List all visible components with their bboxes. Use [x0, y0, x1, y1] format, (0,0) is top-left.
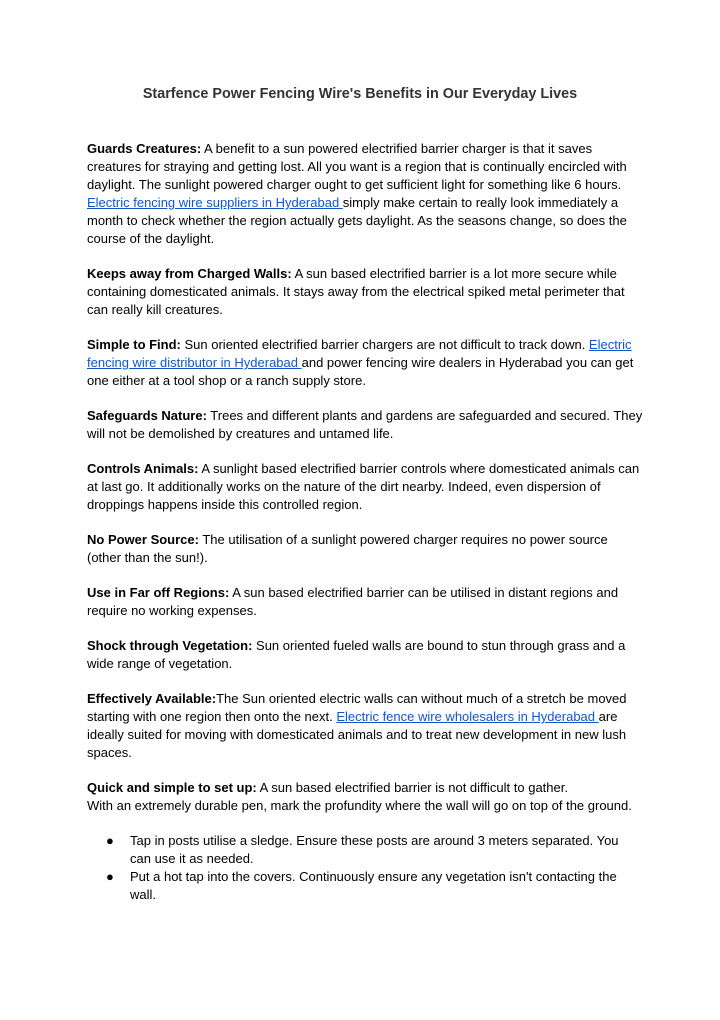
section-text: A benefit to a sun powered electrified barrier charger is that it saves creatures for straying and getting lost. All you want is a region that is continually encircled with daylight. The sunlight powered charger ought to get sufficient light for something like 6 hours. — [87, 141, 627, 192]
section-text: A sun based electrified barrier is a lot more secure while containing domesticated animals. It stays away from the electrical spiked metal perimeter that can really kill creatures. — [87, 266, 625, 317]
list-item-text: Tap in posts utilise a sledge. Ensure these posts are around 3 meters separated. You can use it as needed. — [130, 833, 619, 866]
section-text: The Sun oriented electric walls can without much of a stretch be moved starting with one region then onto the next. — [87, 691, 627, 724]
section-no-power-source — [87, 531, 643, 567]
section-text: A sun based electrified barrier can be utilised in distant regions and require no working expenses. — [87, 585, 619, 618]
section-shock-through-vegetation — [87, 637, 643, 673]
list-item — [87, 832, 643, 868]
section-heading: Shock through Vegetation: — [87, 638, 253, 653]
section-text-continued: are ideally suited for moving with domesticated animals and to treat new development in new lush spaces. — [87, 709, 627, 760]
section-heading: Safeguards Nature: — [87, 408, 207, 423]
section-heading: Controls Animals: — [87, 461, 199, 476]
section-quick-and-simple-to-set-up — [87, 779, 643, 815]
section-simple-to-find — [87, 336, 643, 390]
section-text: Sun oriented electrified barrier chargers are not difficult to track down. — [180, 337, 589, 352]
list-item — [87, 868, 643, 904]
section-text: A sunlight based electrified barrier controls where domesticated animals can at last go. It additionally works on the nature of the dirt nearby. Indeed, even dispersion of droppings happens inside this controlled region. — [87, 461, 640, 512]
list-item-text: Put a hot tap into the covers. Continuously ensure any vegetation isn't contacting the wall. — [130, 869, 617, 902]
section-heading: Quick and simple to set up: — [87, 780, 257, 795]
bullet-icon: ● — [106, 833, 114, 848]
section-keeps-away-from-charged-walls — [87, 265, 643, 319]
section-heading: No Power Source: — [87, 532, 199, 547]
link-electric-fencing-wire-suppliers[interactable]: Electric fencing wire suppliers in Hyderabad — [87, 195, 343, 210]
page-title: Starfence Power Fencing Wire's Benefits in Our Everyday Lives — [142, 86, 578, 102]
section-text-continued: simply make certain to really look immediately a month to check whether the region actually gets daylight. As the seasons change, so does the course of the daylight. — [87, 195, 627, 246]
section-guards-creatures — [87, 140, 643, 248]
section-safeguards-nature — [87, 407, 643, 443]
section-text: Sun oriented fueled walls are bound to stun through grass and a wide range of vegetation. — [87, 638, 626, 671]
bullet-icon: ● — [106, 869, 114, 884]
document-body — [87, 140, 643, 904]
section-text: Trees and different plants and gardens are safeguarded and secured. They will not be demolished by creatures and untamed life. — [87, 408, 643, 441]
link-electric-fencing-wire-distributor[interactable]: Electric fencing wire distributor in Hyderabad — [87, 337, 632, 370]
section-use-in-far-off-regions — [87, 584, 643, 620]
section-text: A sun based electrified barrier is not difficult to gather. — [256, 780, 568, 795]
section-heading: Use in Far off Regions: — [87, 585, 230, 600]
section-heading: Guards Creatures: — [87, 141, 202, 156]
section-text: The utilisation of a sunlight powered charger requires no power source (other than the sun!). — [87, 532, 608, 565]
section-text-continued: and power fencing wire dealers in Hyderabad you can get one either at a tool shop or a ranch supply store. — [87, 355, 634, 388]
setup-steps-list — [87, 832, 643, 904]
section-heading: Simple to Find: — [87, 337, 181, 352]
section-text-line-2: With an extremely durable pen, mark the profundity where the wall will go on top of the ground. — [87, 798, 632, 813]
section-controls-animals — [87, 460, 643, 514]
section-heading: Effectively Available: — [87, 691, 217, 706]
link-electric-fence-wire-wholesalers[interactable]: Electric fence wire wholesalers in Hyderabad — [336, 709, 599, 724]
section-effectively-available — [87, 690, 643, 762]
section-heading: Keeps away from Charged Walls: — [87, 266, 292, 281]
